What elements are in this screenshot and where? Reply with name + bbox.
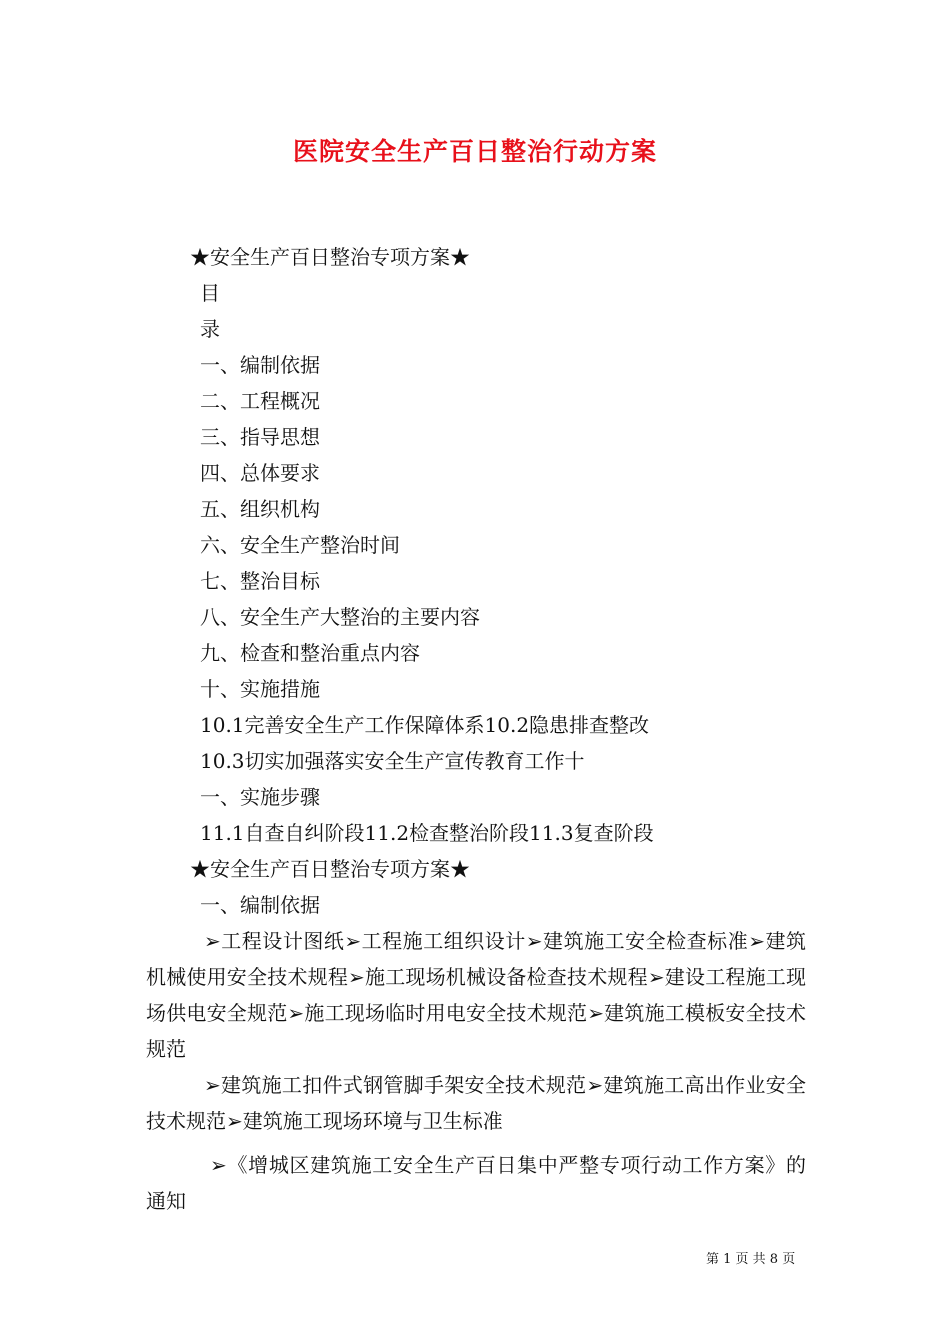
toc-item: 一、实施步骤 <box>200 785 320 809</box>
toc-label: 目 <box>200 281 220 305</box>
paragraph-references-1: ➢工程设计图纸➢工程施工组织设计➢建筑施工安全检查标准➢建筑机械使用安全技术规程➢施工现场机械设备检查技术规程➢建设工程施工现场供电安全规范➢施工现场临时用电安全技术规范➢建筑施工模板安全技术规范 <box>146 929 806 1061</box>
toc-item: 五、组织机构 <box>200 497 320 521</box>
section-heading: ★安全生产百日整治专项方案★ <box>190 857 470 881</box>
section-1-heading: 一、编制依据 <box>200 893 320 917</box>
paragraph-references-2: ➢建筑施工扣件式钢管脚手架安全技术规范➢建筑施工高出作业安全技术规范➢建筑施工现场环境与卫生标准 <box>146 1073 806 1133</box>
toc-label: 录 <box>200 317 220 341</box>
toc-item: 八、安全生产大整治的主要内容 <box>200 605 480 629</box>
section-heading: ★安全生产百日整治专项方案★ <box>190 245 470 269</box>
toc-item: 三、指导思想 <box>200 425 320 449</box>
page-number: 第 1 页 共 8 页 <box>706 1252 796 1267</box>
toc-item: 10.1完善安全生产工作保障体系10.2隐患排查整改 <box>200 713 650 737</box>
toc-item: 九、检查和整治重点内容 <box>200 641 420 665</box>
toc-item: 一、编制依据 <box>200 353 320 377</box>
paragraph-references-3: ➢《增城区建筑施工安全生产百日集中严整专项行动工作方案》的通知 <box>146 1153 806 1213</box>
toc-item: 七、整治目标 <box>200 569 320 593</box>
toc-item: 六、安全生产整治时间 <box>200 533 400 557</box>
document-title: 医院安全生产百日整治行动方案 <box>292 137 657 166</box>
toc-item: 四、总体要求 <box>200 461 320 485</box>
toc-item: 十、实施措施 <box>200 677 320 701</box>
toc-item: 二、工程概况 <box>200 389 320 413</box>
toc-item: 10.3切实加强落实安全生产宣传教育工作十 <box>200 749 585 773</box>
toc-item: 11.1自查自纠阶段11.2检查整治阶段11.3复查阶段 <box>200 821 654 845</box>
